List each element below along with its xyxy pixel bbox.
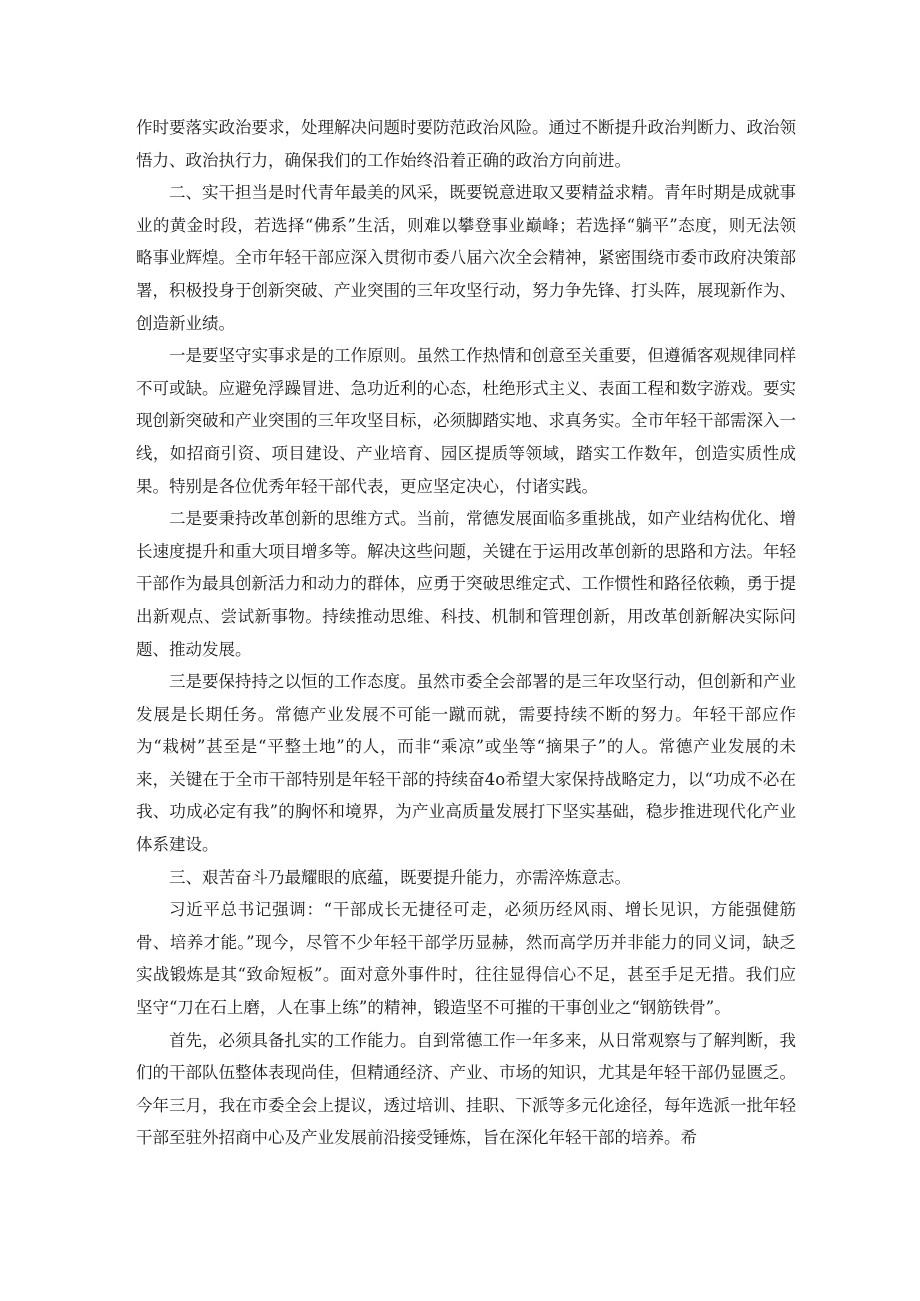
paragraph-section-three-heading: 三、艰苦奋斗乃最耀眼的底蕴，既要提升能力，亦需淬炼意志。 (169, 867, 631, 887)
paragraph-continuation: 作时要落实政治要求，处理解决问题时要防范政治风险。通过不断提升政治判断力、政治领悟力、政治执行力，确保我们的工作始终沿着正确的政治方向前进。 (136, 118, 796, 170)
paragraph-first-ability: 首先，必须具备扎实的工作能力。自到常德工作一年多来，从日常观察与了解判断，我们的干部队伍整体表现尚佳，但精通经济、产业、市场的知识，尤其是年轻干部仍显匮乏。今年三月，我在市委全会上提议，透过培训、挂职、下派等多元化途径，每年选派一批年轻干部至驻外招商中心及产业发展前沿接受锤炼，旨在深化年轻干部的培养。希 (136, 1030, 796, 1148)
paragraph-section-two-heading: 二、实干担当是时代青年最美的风采，既要锐意进取又要精益求精。青年时期是成就事业的黄金时段，若选择“佛系”生活，则难以攀登事业巅峰；若选择“躺平”态度，则无法领略事业辉煌。全市年轻干部应深入贯彻市委八届六次全会精神，紧密围绕市委市政府决策部署，积极投身于创新突破、产业突围的三年攻坚行动，努力争先锋、打头阵，展现新作为、创造新业绩。 (136, 183, 796, 333)
paragraph-point-two: 二是要秉持改革创新的思维方式。当前，常德发展面临多重挑战，如产业结构优化、增长速度提升和重大项目增多等。解决这些问题，关键在于运用改革创新的思路和方法。年轻干部作为最具创新活力和动力的群体，应勇于突破思维定式、工作惯性和路径依赖，勇于提出新观点、尝试新事物。持续推动思维、科技、机制和管理创新，用改革创新解决实际问题、推动发展。 (136, 509, 796, 659)
paragraph-point-three: 三是要保持持之以恒的工作态度。虽然市委全会部署的是三年攻坚行动，但创新和产业发展是长期任务。常德产业发展不可能一蹴而就，需要持续不断的努力。年轻干部应作为“栽树”甚至是“平整土地”的人，而非“乘凉”或坐等“摘果子”的人。常德产业发展的未来，关键在于全市干部特别是年轻干部的持续奋4o希望大家保持战略定力，以“功成不必在我、功成必定有我”的胸怀和境界，为产业高质量发展打下坚实基础，稳步推进现代化产业体系建设。 (136, 672, 796, 855)
paragraph-quote: 习近平总书记强调：“干部成长无捷径可走，必须历经风雨、增长见识，方能强健筋骨、培养才能。”现今，尽管不少年轻干部学历显赫，然而高学历并非能力的同义词，缺乏实战锻炼是其“致命短板”。面对意外事件时，往往显得信心不足，甚至手足无措。我们应坚守“刀在石上磨，人在事上练”的精神，锻造坚不可摧的干事创业之“钢筋铁骨”。 (136, 900, 796, 1018)
document-body (136, 112, 796, 1155)
paragraph-point-one: 一是要坚守实事求是的工作原则。虽然工作热情和创意至关重要，但遵循客观规律同样不可或缺。应避免浮躁冒进、急功近利的心态，杜绝形式主义、表面工程和数字游戏。要实现创新突破和产业突围的三年攻坚目标，必须脚踏实地、求真务实。全市年轻干部需深入一线，如招商引资、项目建设、产业培育、园区提质等领域，踏实工作数年，创造实质性成果。特别是各位优秀年轻干部代表，更应坚定决心，付诸实践。 (136, 346, 796, 496)
